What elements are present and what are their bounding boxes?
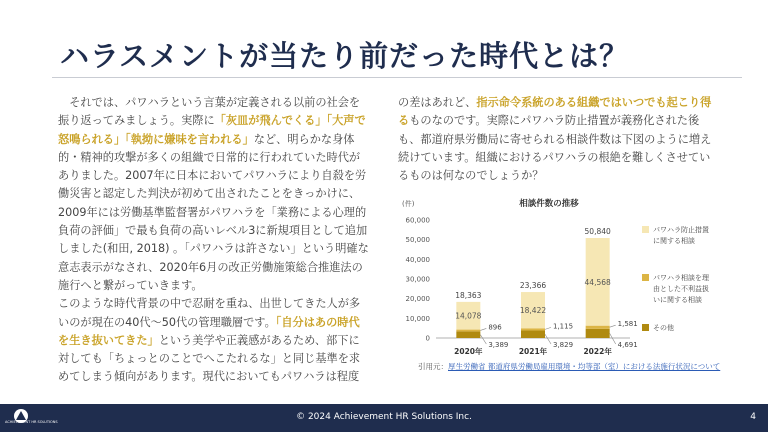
left-column [58, 94, 370, 387]
bar-segment [521, 328, 545, 330]
bar-segment [586, 329, 610, 338]
copyright-text: © 2024 Achievement HR Solutions Inc. [296, 412, 472, 422]
left-p1-text-2: など、明らかな身体的・精神的攻撃が多くの組織で日常的に行われていた時代がありました。2007年に日本においてパワハラにより自殺を労働災害と認定した判決が初めて出されたことをきっかけに、2009年には労働基準監督署がパワハラを「業務による心理的負荷の評価」で最も負荷の高いレベル3に新規項目として追加しました(和田, 2018) 。「パワハラは許さない」という明確な意志表示がなされ、2020年6月の改正労働施策総合推進法の施行へと繋がっていきます。 [58, 132, 369, 292]
consultation-chart [398, 190, 728, 382]
legend-swatch [642, 324, 649, 331]
source-link[interactable]: 厚生労働省 都道府県労働局雇用環境・均等部（室）における法施行状況について [448, 362, 721, 371]
y-tick-label: 10,000 [405, 314, 430, 323]
label-leader-line [545, 334, 551, 344]
bar-segment-label: 44,568 [584, 277, 611, 287]
legend-label: いに関する相談 [653, 296, 702, 304]
bar-segment-label: 896 [488, 323, 502, 332]
bar-segment [456, 330, 480, 332]
label-leader-line [480, 328, 486, 330]
label-leader-line [545, 327, 551, 329]
right-p1-highlight: 指示命令系統のある組織ではいつでも起こり得る [398, 96, 712, 128]
y-tick-label: 20,000 [405, 295, 430, 304]
y-tick-label: 50,000 [405, 236, 430, 245]
right-paragraph-1 [398, 94, 716, 185]
x-tick-label: 2020年 [454, 347, 483, 356]
left-p2-text-1: このような時代背景の中で忍耐を重ね、出世してきた人が多いのが現在の40代〜50代の管理職層です。 [58, 297, 361, 329]
left-p1-highlight: 「灰皿が飛んでくる」「大声で怒鳴られる」「執拗に嫌味を言われる」 [58, 114, 366, 146]
chart-title: 相談件数の推移 [519, 199, 579, 209]
footer-bar [0, 404, 768, 432]
legend-swatch [642, 274, 649, 281]
bar-segment-label: 3,829 [553, 341, 574, 349]
title-divider [52, 77, 742, 78]
right-column [398, 94, 716, 185]
source-prefix: 引用元： [418, 362, 448, 371]
bar-total-label: 18,363 [455, 290, 482, 300]
bar-segment-label: 3,389 [488, 341, 509, 349]
y-axis-unit: (件) [402, 200, 415, 208]
label-leader-line [610, 325, 616, 327]
page-title: ハラスメントが当たり前だった時代とは？ [60, 39, 630, 73]
y-tick-label: 0 [425, 334, 430, 343]
bar-segment [586, 326, 610, 329]
legend-swatch [642, 226, 649, 233]
left-paragraph-1 [58, 94, 370, 295]
legend-label: その他 [653, 324, 674, 332]
bar-segment-label: 1,115 [553, 322, 574, 331]
y-tick-label: 40,000 [405, 255, 430, 264]
left-p2-highlight: 「自分はあの時代を生き抜いてきた」 [58, 315, 360, 347]
legend-label: パワハラ相談を理 [653, 274, 709, 282]
label-leader-line [480, 335, 486, 344]
page-number: 4 [750, 412, 756, 422]
legend-label: 由とした不利益扱 [653, 285, 709, 293]
bar-segment-label: 14,078 [455, 311, 482, 321]
bar-segment [456, 331, 480, 338]
label-leader-line [610, 333, 616, 344]
logo-text: ACHIEVEMENT HR SOLUTIONS [5, 420, 58, 424]
x-tick-label: 2021年 [518, 347, 548, 356]
legend-label: に関する相談 [653, 237, 695, 245]
bar-segment [521, 330, 545, 338]
bar-segment-label: 1,581 [617, 320, 638, 329]
right-p1-text-1: の差はあれど、 [398, 96, 477, 109]
bar-total-label: 50,840 [584, 227, 611, 237]
y-tick-label: 60,000 [405, 216, 430, 225]
y-tick-label: 30,000 [405, 275, 430, 284]
right-p1-text-2: ものなのです。実際にパワハラ防止措置が義務化された後も、都道府県労働局に寄せられる相談件数は下図のように増え続けています。組織におけるパワハラの根絶を難しくさせているものは何なのでしょうか？ [398, 114, 712, 183]
left-p1-text-1: それでは、パワハラという言葉が定義される以前の社会を振り返ってみましょう。実際に [58, 96, 361, 128]
x-tick-label: 2022年 [583, 347, 612, 356]
left-paragraph-2 [58, 295, 370, 386]
source-citation [418, 361, 720, 372]
bar-segment-label: 18,422 [519, 306, 547, 316]
bar-segment-label: 4,691 [617, 341, 638, 349]
bar-total-label: 23,366 [519, 281, 547, 291]
left-p2-text-2: という美学や正義感があるため、部下に対しても「ちょっとのことでへこたれるな」と同じ基準を求めてしまう傾向があります。現代においてもパワハラは程度 [58, 333, 361, 384]
legend-label: パワハラ防止措置 [653, 226, 709, 234]
